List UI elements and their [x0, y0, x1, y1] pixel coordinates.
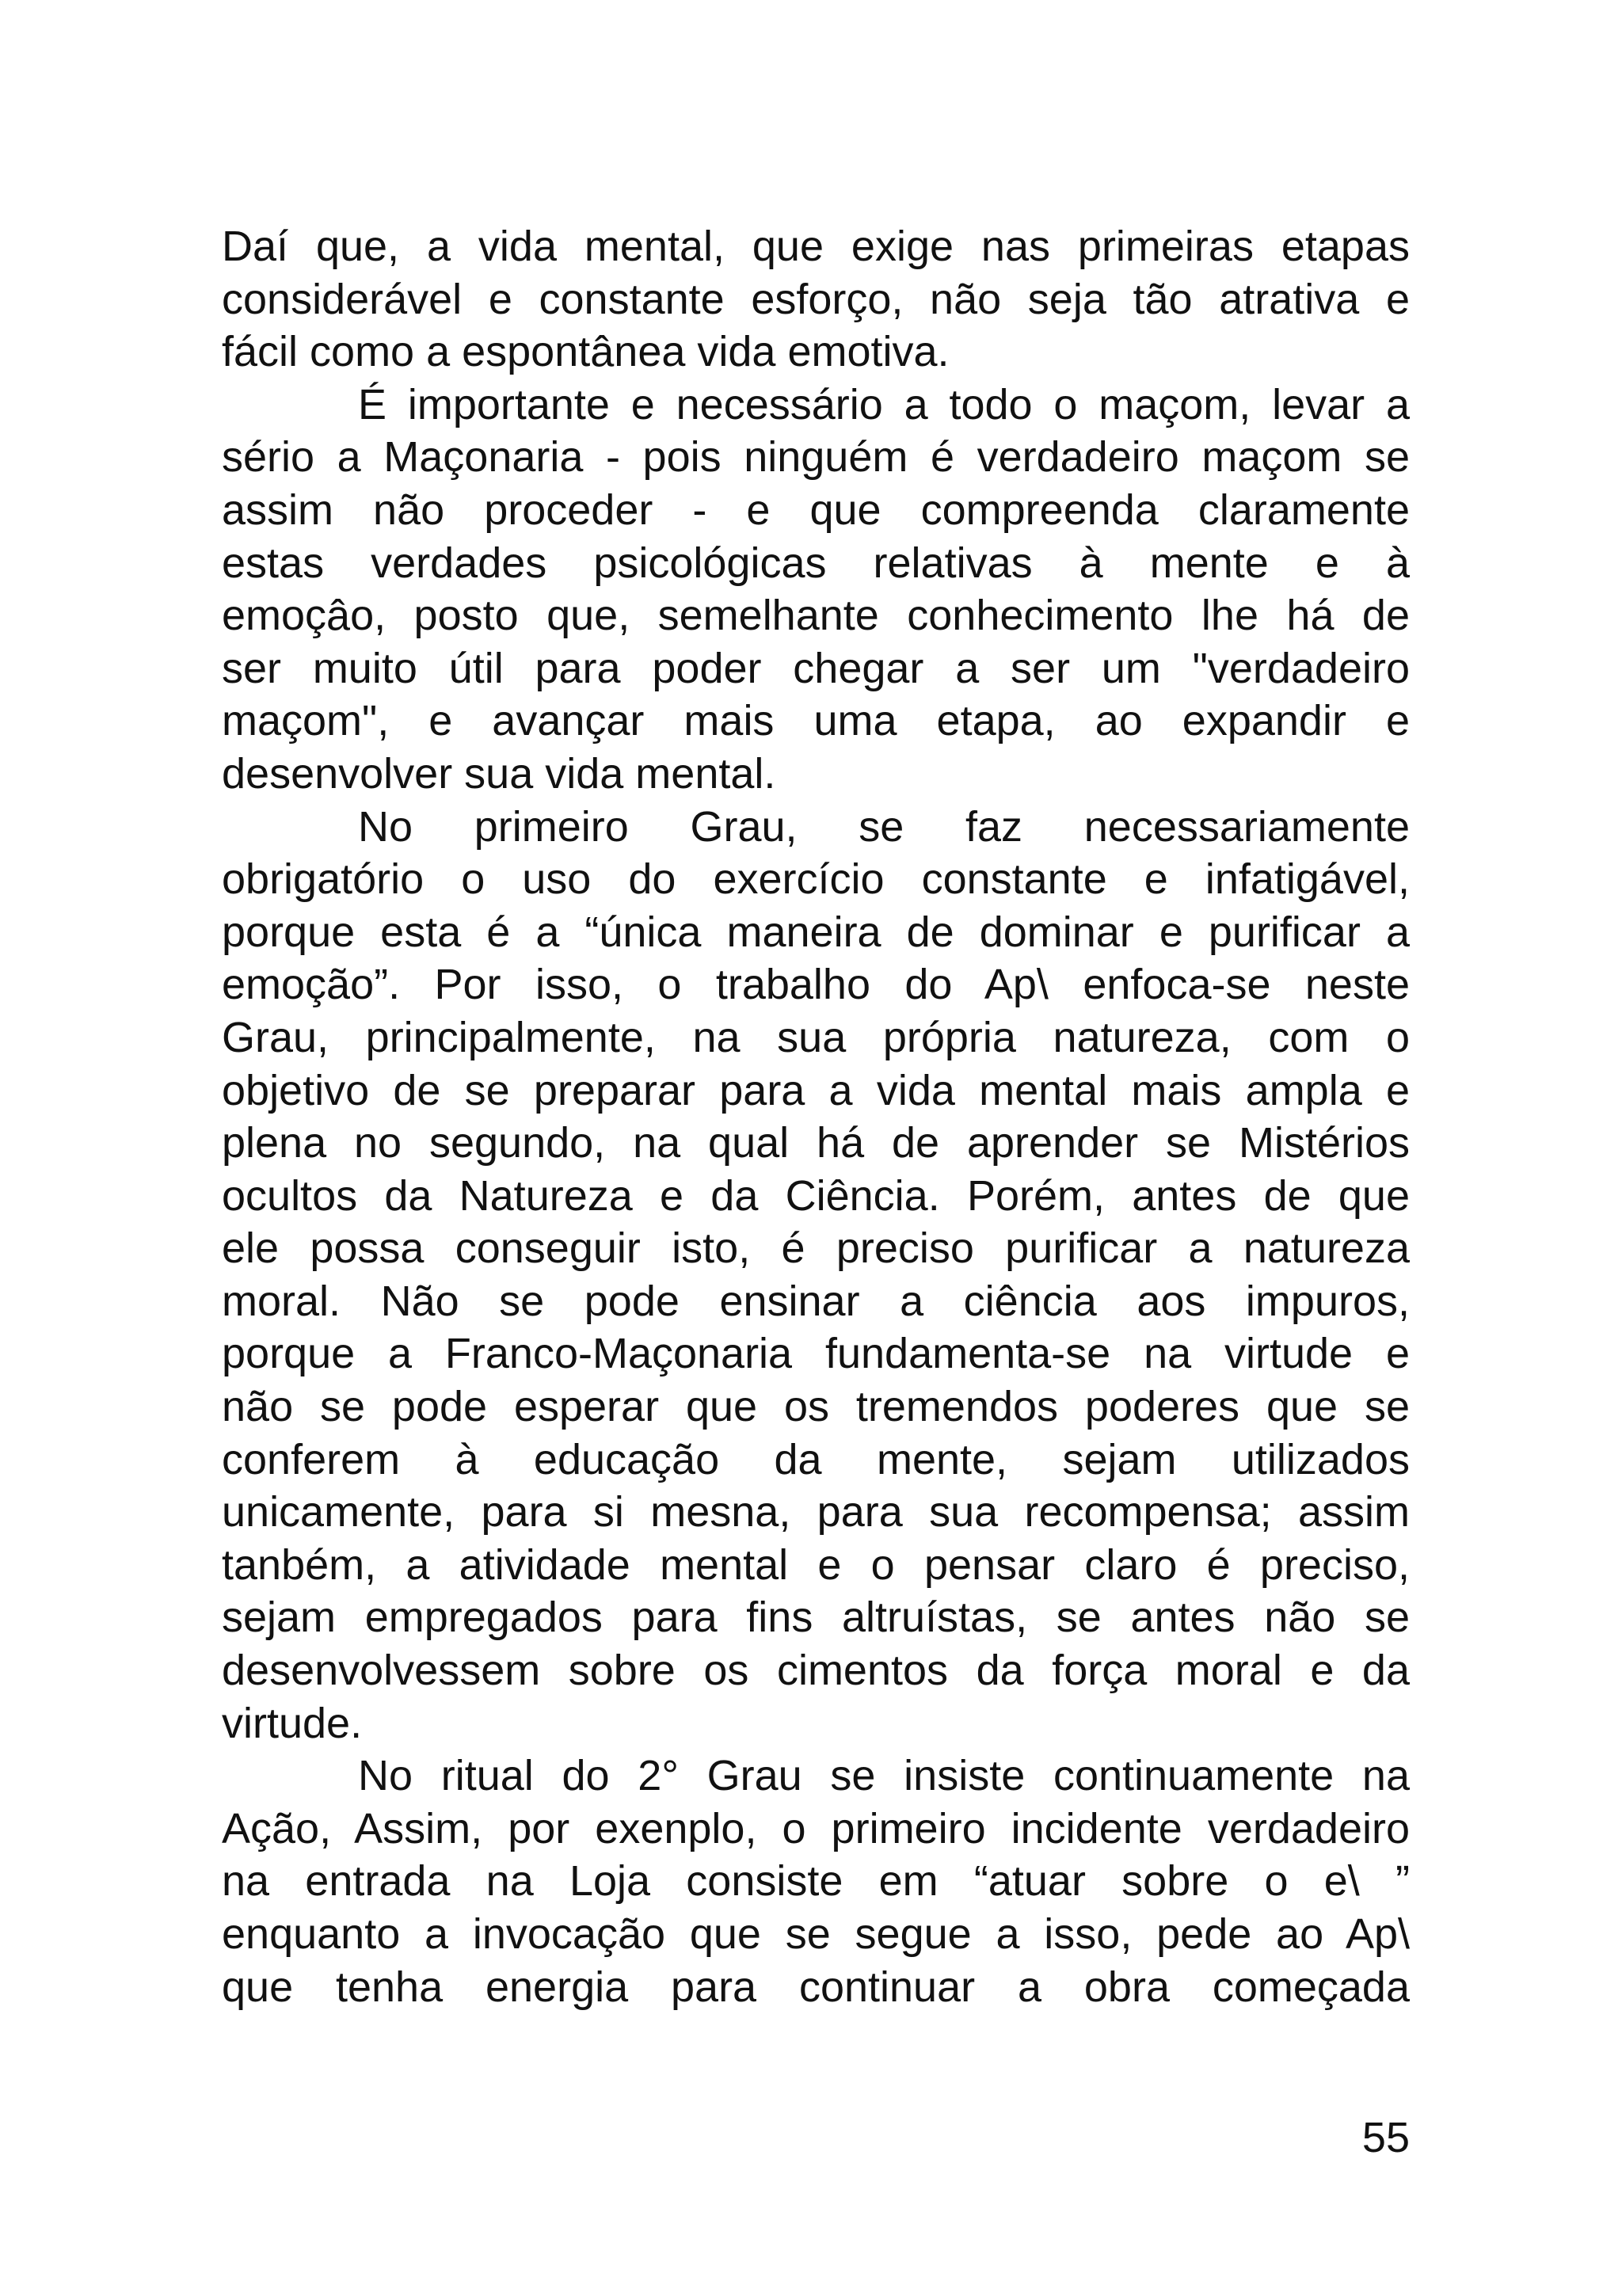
text-line: sério a Maçonaria - pois ninguém é verdadeiro maçom se	[222, 433, 1410, 482]
text-line: sejam empregados para fins altruístas, se antes não se	[222, 1593, 1410, 1642]
text-line: considerável e constante esforço, não seja tão atrativa e	[222, 275, 1410, 323]
text-line: não se pode esperar que os tremendos poderes que se	[222, 1383, 1410, 1431]
text-line: assim não proceder - e que compreenda claramente	[222, 485, 1410, 534]
text-line: virtude.	[222, 1699, 363, 1747]
text-line: objetivo de se preparar para a vida mental mais ampla e	[222, 1066, 1410, 1114]
text-line: fácil como a espontânea vida emotiva.	[222, 328, 950, 376]
text-line: na entrada na Loja consiste em “atuar sobre o e\ ”	[222, 1857, 1410, 1906]
text-line: No primeiro Grau, se faz necessariamente	[358, 802, 1410, 851]
text-line: porque esta é a “única maneira de dominar e purificar a	[222, 908, 1410, 956]
text-line: porque a Franco-Maçonaria fundamenta-se na virtude e	[222, 1330, 1410, 1378]
text-line: É importante e necessário a todo o maçom, levar a	[358, 380, 1410, 428]
text-line: conferem à educação da mente, sejam utilizados	[222, 1435, 1410, 1483]
text-line: maçom", e avançar mais uma etapa, ao expandir e	[222, 697, 1410, 745]
text-line: unicamente, para si mesna, para sua recompensa; assim	[222, 1488, 1410, 1536]
text-line: desenvolvessem sobre os cimentos da força moral e da	[222, 1647, 1410, 1695]
text-line: enquanto a invocação que se segue a isso, pede ao Ap\	[222, 1910, 1410, 1958]
text-line: tanbém, a atividade mental e o pensar claro é preciso,	[222, 1540, 1410, 1589]
text-line: ocultos da Natureza e da Ciência. Porém, antes de que	[222, 1171, 1410, 1220]
text-line: plena no segundo, na qual há de aprender se Mistérios	[222, 1119, 1410, 1167]
text-line: obrigatório o uso do exercício constante e infatigável,	[222, 855, 1410, 904]
text-line: desenvolver sua vida mental.	[222, 749, 776, 798]
text-line: moral. Não se pode ensinar a ciência aos impuros,	[222, 1277, 1410, 1325]
text-line: emoção”. Por isso, o trabalho do Ap\ enfoca-se neste	[222, 961, 1410, 1009]
text-line: Grau, principalmente, na sua própria natureza, com o	[222, 1013, 1410, 1061]
text-line: emoçâo, posto que, semelhante conhecimento lhe há de	[222, 592, 1410, 640]
text-line: ele possa conseguir isto, é preciso purificar a natureza	[222, 1224, 1410, 1273]
body-text	[222, 220, 1410, 2013]
text-line: No ritual do 2° Grau se insiste continuamente na	[358, 1752, 1410, 1800]
text-line: estas verdades psicológicas relativas à mente e à	[222, 539, 1410, 587]
page-number: 55	[1361, 2114, 1410, 2161]
text-line: Ação, Assim, por exenplo, o primeiro incidente verdadeiro	[222, 1804, 1410, 1852]
text-line: Daí que, a vida mental, que exige nas primeiras etapas	[222, 223, 1410, 270]
text-line: que tenha energia para continuar a obra começada	[222, 1963, 1410, 2011]
text-line: ser muito útil para poder chegar a ser um "verdadeiro	[222, 644, 1410, 692]
